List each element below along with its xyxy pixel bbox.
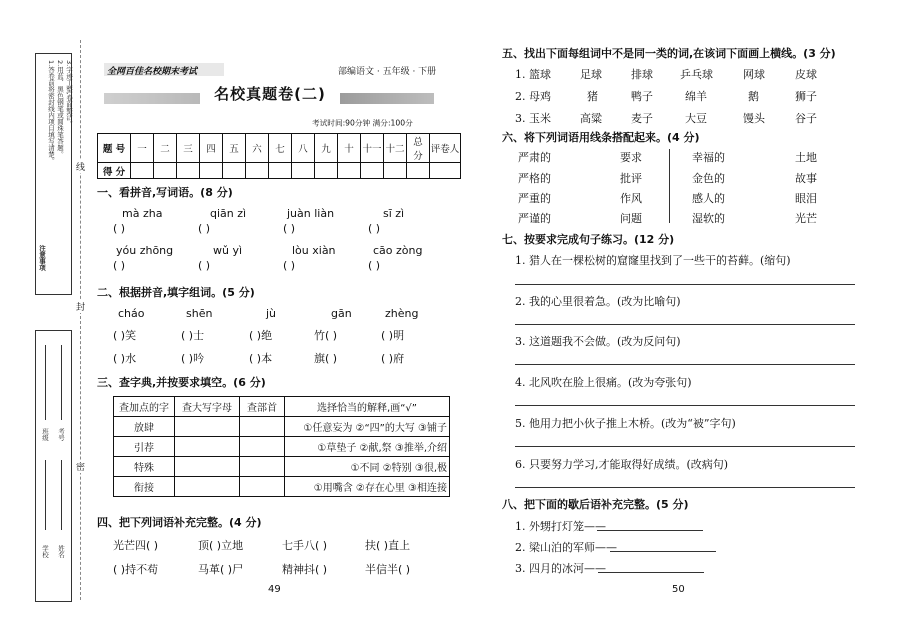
subject-label: 部编语文 · 五年级 · 下册 xyxy=(338,67,437,77)
score-header: 十二 xyxy=(384,134,407,163)
page-number-left: 49 xyxy=(268,584,281,595)
score-header: 九 xyxy=(315,134,338,163)
dict-answer-cell[interactable] xyxy=(240,437,285,457)
q5-word[interactable]: 乒乓球 xyxy=(680,68,713,81)
q2-fill[interactable]: 旗( ) xyxy=(314,352,338,365)
field-exam-no: 考号 xyxy=(57,428,65,441)
score-header: 三 xyxy=(177,134,200,163)
dict-header: 查加点的字 xyxy=(114,397,175,417)
q6-divider xyxy=(669,149,670,223)
page-number-right: 50 xyxy=(672,584,685,595)
q8-title: 八、把下面的歇后语补充完整。(5 分) xyxy=(502,498,689,511)
time-score: 考试时间:90分钟 满分:100分 xyxy=(312,119,413,129)
q2-fill[interactable]: ( )笑 xyxy=(113,329,137,342)
q6-right-match[interactable]: 土地 xyxy=(795,151,817,164)
q5-word[interactable]: 足球 xyxy=(580,68,602,81)
notice-1: 1.答卷前将密封线内项目填写清楚。 xyxy=(47,60,55,164)
q1-box[interactable]: ( ) xyxy=(113,259,126,272)
q6-left-match[interactable]: 问题 xyxy=(620,212,642,225)
q7-answer-line[interactable] xyxy=(515,324,855,325)
q4-fill[interactable]: 精神抖( ) xyxy=(282,563,328,576)
q5-word[interactable]: 麦子 xyxy=(631,112,653,125)
q5-word[interactable]: 谷子 xyxy=(795,112,817,125)
dict-answer-cell[interactable] xyxy=(240,477,285,497)
q6-right-word[interactable]: 湿软的 xyxy=(692,212,725,225)
q7-answer-line[interactable] xyxy=(515,405,855,406)
dict-header: 查部首 xyxy=(240,397,285,417)
q6-left-word[interactable]: 严重的 xyxy=(518,192,551,205)
dict-answer-cell[interactable] xyxy=(240,457,285,477)
dict-answer-cell[interactable] xyxy=(175,457,240,477)
field-line-1 xyxy=(45,460,46,530)
q2-fill[interactable]: ( )水 xyxy=(113,352,137,365)
dictionary-table xyxy=(113,396,450,497)
field-line-2 xyxy=(61,460,62,530)
q1-pinyin-2: qiān zì xyxy=(210,207,247,220)
q5-word[interactable]: 绵羊 xyxy=(685,90,707,103)
q7-title: 七、按要求完成句子练习。(12 分) xyxy=(502,233,675,246)
notice-label: 注意事项 xyxy=(38,245,46,271)
q2-fill[interactable]: 竹( ) xyxy=(314,329,338,342)
q2-fill[interactable]: ( )绝 xyxy=(249,329,273,342)
dict-answer-cell[interactable] xyxy=(175,417,240,437)
q8-answer-line[interactable] xyxy=(597,530,703,531)
q6-left-word[interactable]: 严格的 xyxy=(518,172,551,185)
q2-pinyin-1: cháo xyxy=(118,307,145,320)
q6-left-match[interactable]: 要求 xyxy=(620,151,642,164)
dict-options[interactable]: ①用嘴含 ②存在心里 ③相连接 xyxy=(285,477,450,497)
score-cell[interactable] xyxy=(246,163,269,179)
q7-answer-line[interactable] xyxy=(515,446,855,447)
q1-pinyin-6: wǔ yì xyxy=(213,244,243,257)
dict-answer-cell[interactable] xyxy=(175,437,240,457)
dict-word: 放肆 xyxy=(114,417,175,437)
dict-options[interactable]: ①不同 ②特别 ③很,极 xyxy=(285,457,450,477)
q5-word[interactable]: 皮球 xyxy=(795,68,817,81)
field-class: 班级 xyxy=(41,428,49,441)
score-cell[interactable] xyxy=(223,163,246,179)
dict-answer-cell[interactable] xyxy=(240,417,285,437)
q7-item: 1. 猎人在一棵松树的窟窿里找到了一些干的苔藓。(缩句) xyxy=(515,254,791,267)
q7-item: 3. 这道题我不会做。(改为反问句) xyxy=(515,335,681,348)
q6-left-match[interactable]: 作风 xyxy=(620,192,642,205)
dict-options[interactable]: ①任意妄为 ②“四”的大写 ③铺子 xyxy=(285,417,450,437)
q1-box[interactable]: ( ) xyxy=(198,222,211,235)
q1-box[interactable]: ( ) xyxy=(198,259,211,272)
q4-fill[interactable]: 光芒四( ) xyxy=(113,539,159,552)
score-header: 一 xyxy=(131,134,154,163)
q6-right-match[interactable]: 光芒 xyxy=(795,212,817,225)
score-header: 总 分 xyxy=(407,134,430,163)
q5-word[interactable]: 猪 xyxy=(587,90,598,103)
q1-box[interactable]: ( ) xyxy=(283,222,296,235)
q2-fill[interactable]: ( )士 xyxy=(181,329,205,342)
q1-box[interactable]: ( ) xyxy=(283,259,296,272)
q1-pinyin-7: lòu xiàn xyxy=(292,244,336,257)
q1-pinyin-3: juàn liàn xyxy=(287,207,335,220)
q5-word[interactable]: 鹅 xyxy=(748,90,759,103)
q6-right-word[interactable]: 感人的 xyxy=(692,192,725,205)
q6-left-match[interactable]: 批评 xyxy=(620,172,642,185)
q1-box[interactable]: ( ) xyxy=(368,222,381,235)
q6-right-word[interactable]: 幸福的 xyxy=(692,151,725,164)
field-line-4 xyxy=(61,345,62,420)
q8-item: 2. 梁山泊的军师—— xyxy=(515,541,617,554)
q5-word[interactable]: 3. 玉米 xyxy=(515,112,551,125)
q8-answer-line[interactable] xyxy=(610,551,716,552)
q1-pinyin-8: cāo zòng xyxy=(373,244,423,257)
score-cell[interactable] xyxy=(338,163,361,179)
q7-item: 4. 北风吹在脸上很痛。(改为夸张句) xyxy=(515,376,692,389)
seal-line xyxy=(80,40,81,600)
q5-word[interactable]: 鸭子 xyxy=(631,90,653,103)
score-table xyxy=(97,133,461,179)
q6-title: 六、将下列词语用线条搭配起来。(4 分) xyxy=(502,131,700,144)
q1-pinyin-5: yóu zhōng xyxy=(116,244,174,257)
q6-left-word[interactable]: 严谨的 xyxy=(518,212,551,225)
q1-pinyin-4: sī zì xyxy=(383,207,405,220)
q6-right-match[interactable]: 故事 xyxy=(795,172,817,185)
score-header: 十 xyxy=(338,134,361,163)
q5-word[interactable]: 1. 篮球 xyxy=(515,68,551,81)
q4-fill[interactable]: 扶( )直上 xyxy=(365,539,411,552)
q6-left-word[interactable]: 严肃的 xyxy=(518,151,551,164)
q7-item: 5. 他用力把小伙子推上木桥。(改为“被”字句) xyxy=(515,417,736,430)
info-box xyxy=(35,330,72,602)
score-header: 六 xyxy=(246,134,269,163)
score-cell[interactable] xyxy=(430,163,461,179)
dict-options[interactable]: ①草垫子 ②献,祭 ③推举,介绍 xyxy=(285,437,450,457)
q8-answer-line[interactable] xyxy=(598,572,704,573)
field-school: 学校 xyxy=(41,545,49,558)
q7-answer-line[interactable] xyxy=(515,284,855,285)
field-name: 姓名 xyxy=(57,545,65,558)
dict-word: 衔接 xyxy=(114,477,175,497)
score-header: 二 xyxy=(154,134,177,163)
dict-answer-cell[interactable] xyxy=(175,477,240,497)
q2-pinyin-2: shēn xyxy=(186,307,213,320)
q7-answer-line[interactable] xyxy=(515,364,855,365)
q2-fill[interactable]: ( )府 xyxy=(381,352,405,365)
score-cell[interactable] xyxy=(361,163,384,179)
binding-strip xyxy=(0,0,95,633)
q5-title: 五、找出下面每组词中不是同一类的词,在该词下面画上横线。(3 分) xyxy=(502,47,836,60)
q5-word[interactable]: 大豆 xyxy=(685,112,707,125)
score-cell[interactable] xyxy=(200,163,223,179)
field-line-3 xyxy=(45,345,46,420)
q5-word[interactable]: 馒头 xyxy=(743,112,765,125)
score-cell[interactable] xyxy=(407,163,430,179)
q4-fill[interactable]: 七手八( ) xyxy=(282,539,328,552)
q1-pinyin-1: mà zha xyxy=(122,207,163,220)
q1-box[interactable]: ( ) xyxy=(368,259,381,272)
q8-item: 1. 外甥打灯笼—— xyxy=(515,520,606,533)
q2-pinyin-4: gān xyxy=(331,307,352,320)
score-cell[interactable] xyxy=(131,163,154,179)
notice-2: 2.用蓝、黑色钢笔或圆珠笔答题。 xyxy=(56,60,64,158)
dict-header: 查大写字母 xyxy=(175,397,240,417)
dict-header: 选择恰当的解释,画“√” xyxy=(285,397,450,417)
score-cell[interactable] xyxy=(315,163,338,179)
q7-item: 6. 只要努力学习,才能取得好成绩。(改病句) xyxy=(515,458,729,471)
q7-answer-line[interactable] xyxy=(515,487,855,488)
banner-text: 全网百佳名校期末考试 xyxy=(107,67,198,77)
q6-right-match[interactable]: 眼泪 xyxy=(795,192,817,205)
seal-word-1: 线 xyxy=(76,160,85,173)
q1-box[interactable]: ( ) xyxy=(113,222,126,235)
score-cell[interactable] xyxy=(269,163,292,179)
score-header: 五 xyxy=(223,134,246,163)
q5-word[interactable]: 2. 母鸡 xyxy=(515,90,551,103)
q2-pinyin-5: zhèng xyxy=(385,307,419,320)
score-header: 评卷人 xyxy=(430,134,461,163)
dict-word: 特殊 xyxy=(114,457,175,477)
q2-fill[interactable]: ( )吟 xyxy=(181,352,205,365)
q4-fill[interactable]: 半信半( ) xyxy=(365,563,411,576)
q5-word[interactable]: 狮子 xyxy=(795,90,817,103)
q4-title: 四、把下列词语补充完整。(4 分) xyxy=(97,516,262,529)
q2-fill[interactable]: ( )本 xyxy=(249,352,273,365)
score-header: 题 号 xyxy=(98,134,131,163)
q1-title: 一、看拼音,写词语。(8 分) xyxy=(97,186,233,199)
score-header: 八 xyxy=(292,134,315,163)
score-cell[interactable] xyxy=(154,163,177,179)
score-row-label: 得 分 xyxy=(98,163,131,179)
q3-title: 三、查字典,并按要求填空。(6 分) xyxy=(97,376,266,389)
score-header: 十一 xyxy=(361,134,384,163)
q4-fill[interactable]: 马革( )尸 xyxy=(198,563,244,576)
q2-pinyin-3: jù xyxy=(266,307,277,320)
score-header: 四 xyxy=(200,134,223,163)
score-header: 七 xyxy=(269,134,292,163)
score-cell[interactable] xyxy=(177,163,200,179)
q4-fill[interactable]: ( )持不苟 xyxy=(113,563,159,576)
q5-word[interactable]: 网球 xyxy=(743,68,765,81)
seal-word-2: 封 xyxy=(76,300,85,313)
dict-word: 引荐 xyxy=(114,437,175,457)
seal-word-3: 密 xyxy=(76,460,85,473)
score-cell[interactable] xyxy=(384,163,407,179)
page-title: 名校真题卷(二) xyxy=(200,83,340,104)
q8-item: 3. 四月的冰河—— xyxy=(515,562,606,575)
q5-word[interactable]: 高粱 xyxy=(580,112,602,125)
q4-fill[interactable]: 顶( )立地 xyxy=(198,539,244,552)
q6-right-word[interactable]: 金色的 xyxy=(692,172,725,185)
q2-title: 二、根据拼音,填字组词。(5 分) xyxy=(97,286,255,299)
q5-word[interactable]: 排球 xyxy=(631,68,653,81)
notice-3: 3.字迹工整,卷面整洁。 xyxy=(65,60,73,127)
q7-item: 2. 我的心里很着急。(改为比喻句) xyxy=(515,295,681,308)
q2-fill[interactable]: ( )明 xyxy=(381,329,405,342)
score-cell[interactable] xyxy=(292,163,315,179)
